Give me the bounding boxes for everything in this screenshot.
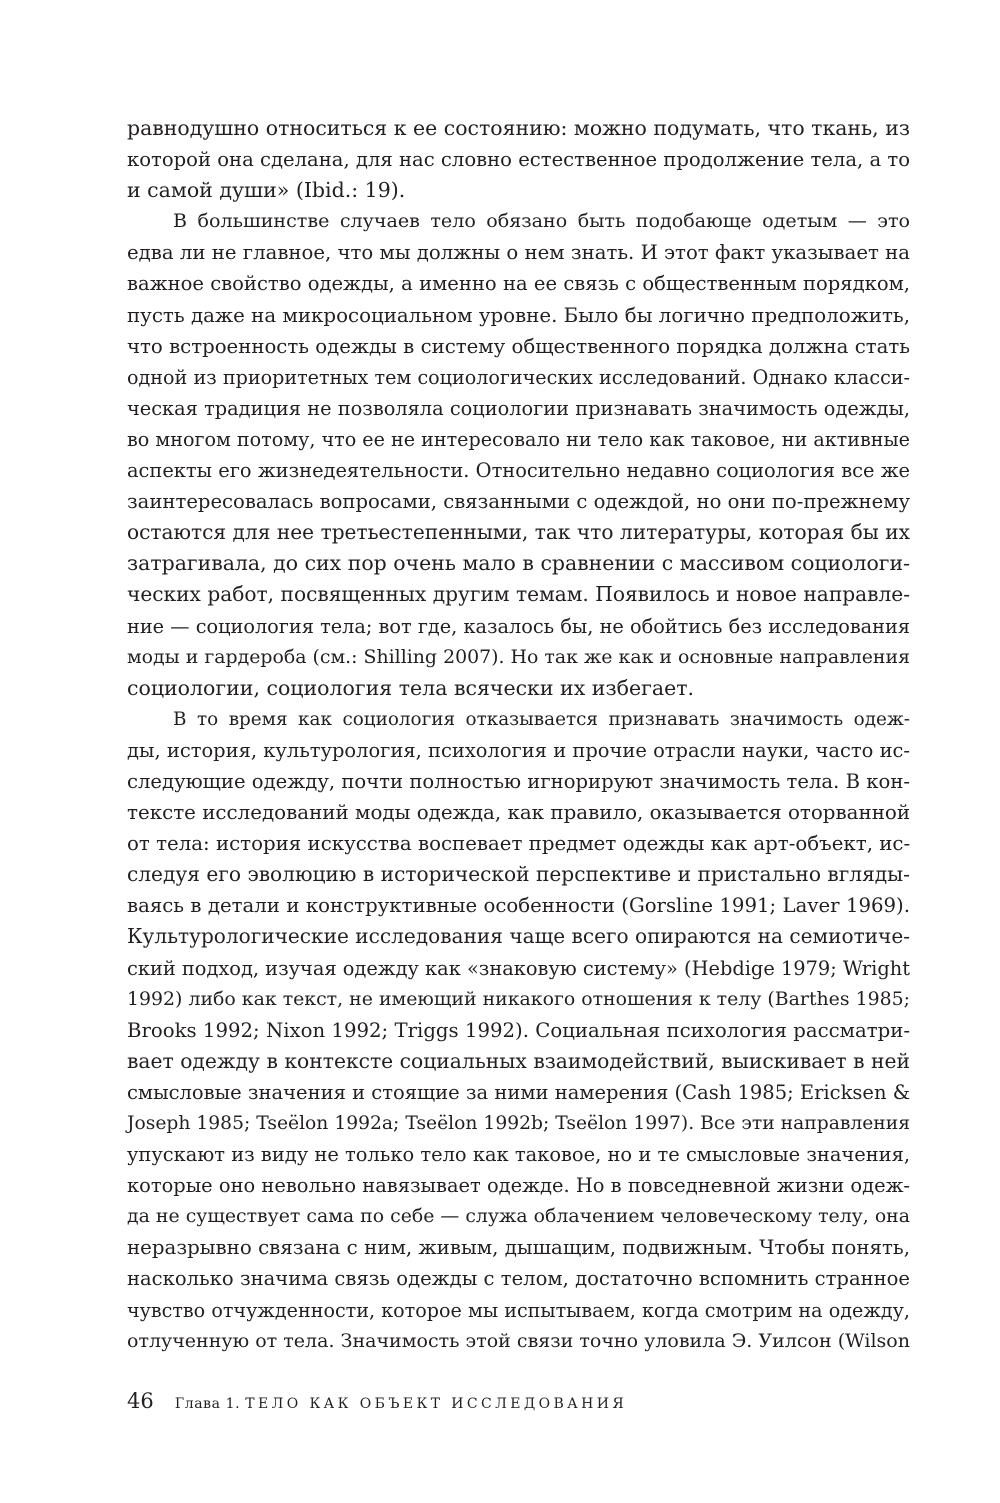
page-number: 46 — [127, 1389, 154, 1413]
text-line: чувство отчужденности, которое мы испытываем, когда смотрим на одежду, — [127, 1298, 910, 1322]
text-line: ваясь в детали и конструктивные особенности (Gorsline 1991; Laver 1969). — [127, 894, 910, 918]
text-line: ческая традиция не позволяла социологии признавать значимость одежды, — [127, 396, 910, 420]
text-line: В большинстве случаев тело обязано быть подобающе одетым — это — [173, 210, 910, 233]
text-line: во многом потому, что ее не интересовало ни тело как таковое, ни активные — [127, 427, 910, 451]
text-line: остаются для нее третьестепенными, так что литературы, которая бы их — [127, 520, 910, 545]
text-line: Культурологические исследования чаще всего опираются на семиотиче- — [127, 924, 910, 949]
text-line: что встроенность одежды в систему общественного порядка должна стать — [127, 334, 910, 358]
text-line: аспекты его жизнедеятельности. Относительно недавно социология все же — [127, 459, 910, 483]
text-line: отлученную от тела. Значимость этой связи точно уловила Э. Уилсон (Wilson — [127, 1329, 910, 1352]
text-line: заинтересовалась вопросами, связанными с одеждой, но они по-прежнему — [127, 490, 910, 514]
text-line: социологии, социология тела всячески их избегает. — [127, 675, 695, 700]
text-line: едва ли не главное, что мы должны о нем знать. И этот факт указывает на — [127, 241, 910, 265]
text-line: одной из приоритетных тем социологических исследований. Однако класси- — [127, 365, 910, 389]
text-line: и самой души» (Ibid.: 19). — [127, 178, 406, 203]
text-line: которые оно невольно навязывает одежде. Но в повседневной жизни одеж- — [127, 1174, 910, 1198]
text-line: затрагивала, до сих пор очень мало в сравнении с массивом социологи- — [127, 551, 910, 576]
text-line: тексте исследований моды одежда, как правило, оказывается оторванной — [127, 801, 911, 825]
text-line: следуя его эволюцию в исторической перспективе и пристально вгляды- — [127, 862, 910, 887]
page-footer — [127, 1386, 627, 1416]
text-line: которой она сделана, для нас словно естественное продолжение тела, а то — [127, 148, 910, 172]
text-line: Brooks 1992; Nixon 1992; Triggs 1992). Социальная психология рассматри- — [127, 1018, 910, 1042]
body-text — [127, 113, 910, 1357]
text-line: да не существует сама по себе — служа облачением человеческому телу, она — [127, 1205, 910, 1228]
text-line: В то время как социология отказывается признавать значимость одеж- — [173, 708, 910, 730]
text-line: неразрывно связана с ним, живым, дышащим, подвижным. Чтобы понять, — [127, 1236, 910, 1260]
text-line: следующие одежду, почти полностью игнорируют значимость тела. В кон- — [127, 769, 910, 793]
text-line: ние — социология тела; вот где, казалось бы, не обойтись без исследования — [127, 614, 910, 638]
text-line: насколько значима связь одежды с телом, достаточно вспомнить странное — [127, 1267, 910, 1291]
text-line: ский подход, изучая одежду как «знаковую систему» (Hebdige 1979; Wright — [127, 956, 910, 980]
text-line: пусть даже на микросоциальном уровне. Было бы логично предположить, — [127, 303, 910, 327]
text-line: моды и гардероба (см.: Shilling 2007). Но так же как и основные направления — [127, 645, 910, 668]
text-line: 1992) либо как текст, не имеющий никакого отношения к телу (Barthes 1985; — [127, 987, 910, 1010]
chapter-label: Глава 1. — [174, 1396, 241, 1412]
chapter-title: ТЕЛО КАК ОБЪЕКТ ИССЛЕДОВАНИЯ — [245, 1396, 628, 1412]
text-line: ческих работ, посвященных другим темам. Появилось и новое направле- — [127, 582, 910, 607]
text-line: равнодушно относиться к ее состоянию: можно подумать, что ткань, из — [127, 116, 910, 140]
text-line: упускают из виду не только тело как таковое, но и те смысловые значения, — [127, 1143, 910, 1167]
text-line: от тела: история искусства воспевает предмет одежды как арт-объект, ис- — [127, 832, 911, 856]
text-line: смысловые значения и стоящие за ними намерения (Cash 1985; Ericksen & — [127, 1080, 911, 1104]
text-line: ды, история, культурология, психология и прочие отрасли науки, часто ис- — [127, 738, 910, 762]
text-line: Joseph 1985; Tseëlon 1992a; Tseëlon 1992b; Tseëlon 1997). Все эти направления — [127, 1113, 910, 1134]
text-line: важное свойство одежды, а именно на ее связь с общественным порядком, — [127, 272, 910, 296]
text-line: вает одежду в контексте социальных взаимодействий, выискивает в ней — [127, 1048, 910, 1073]
